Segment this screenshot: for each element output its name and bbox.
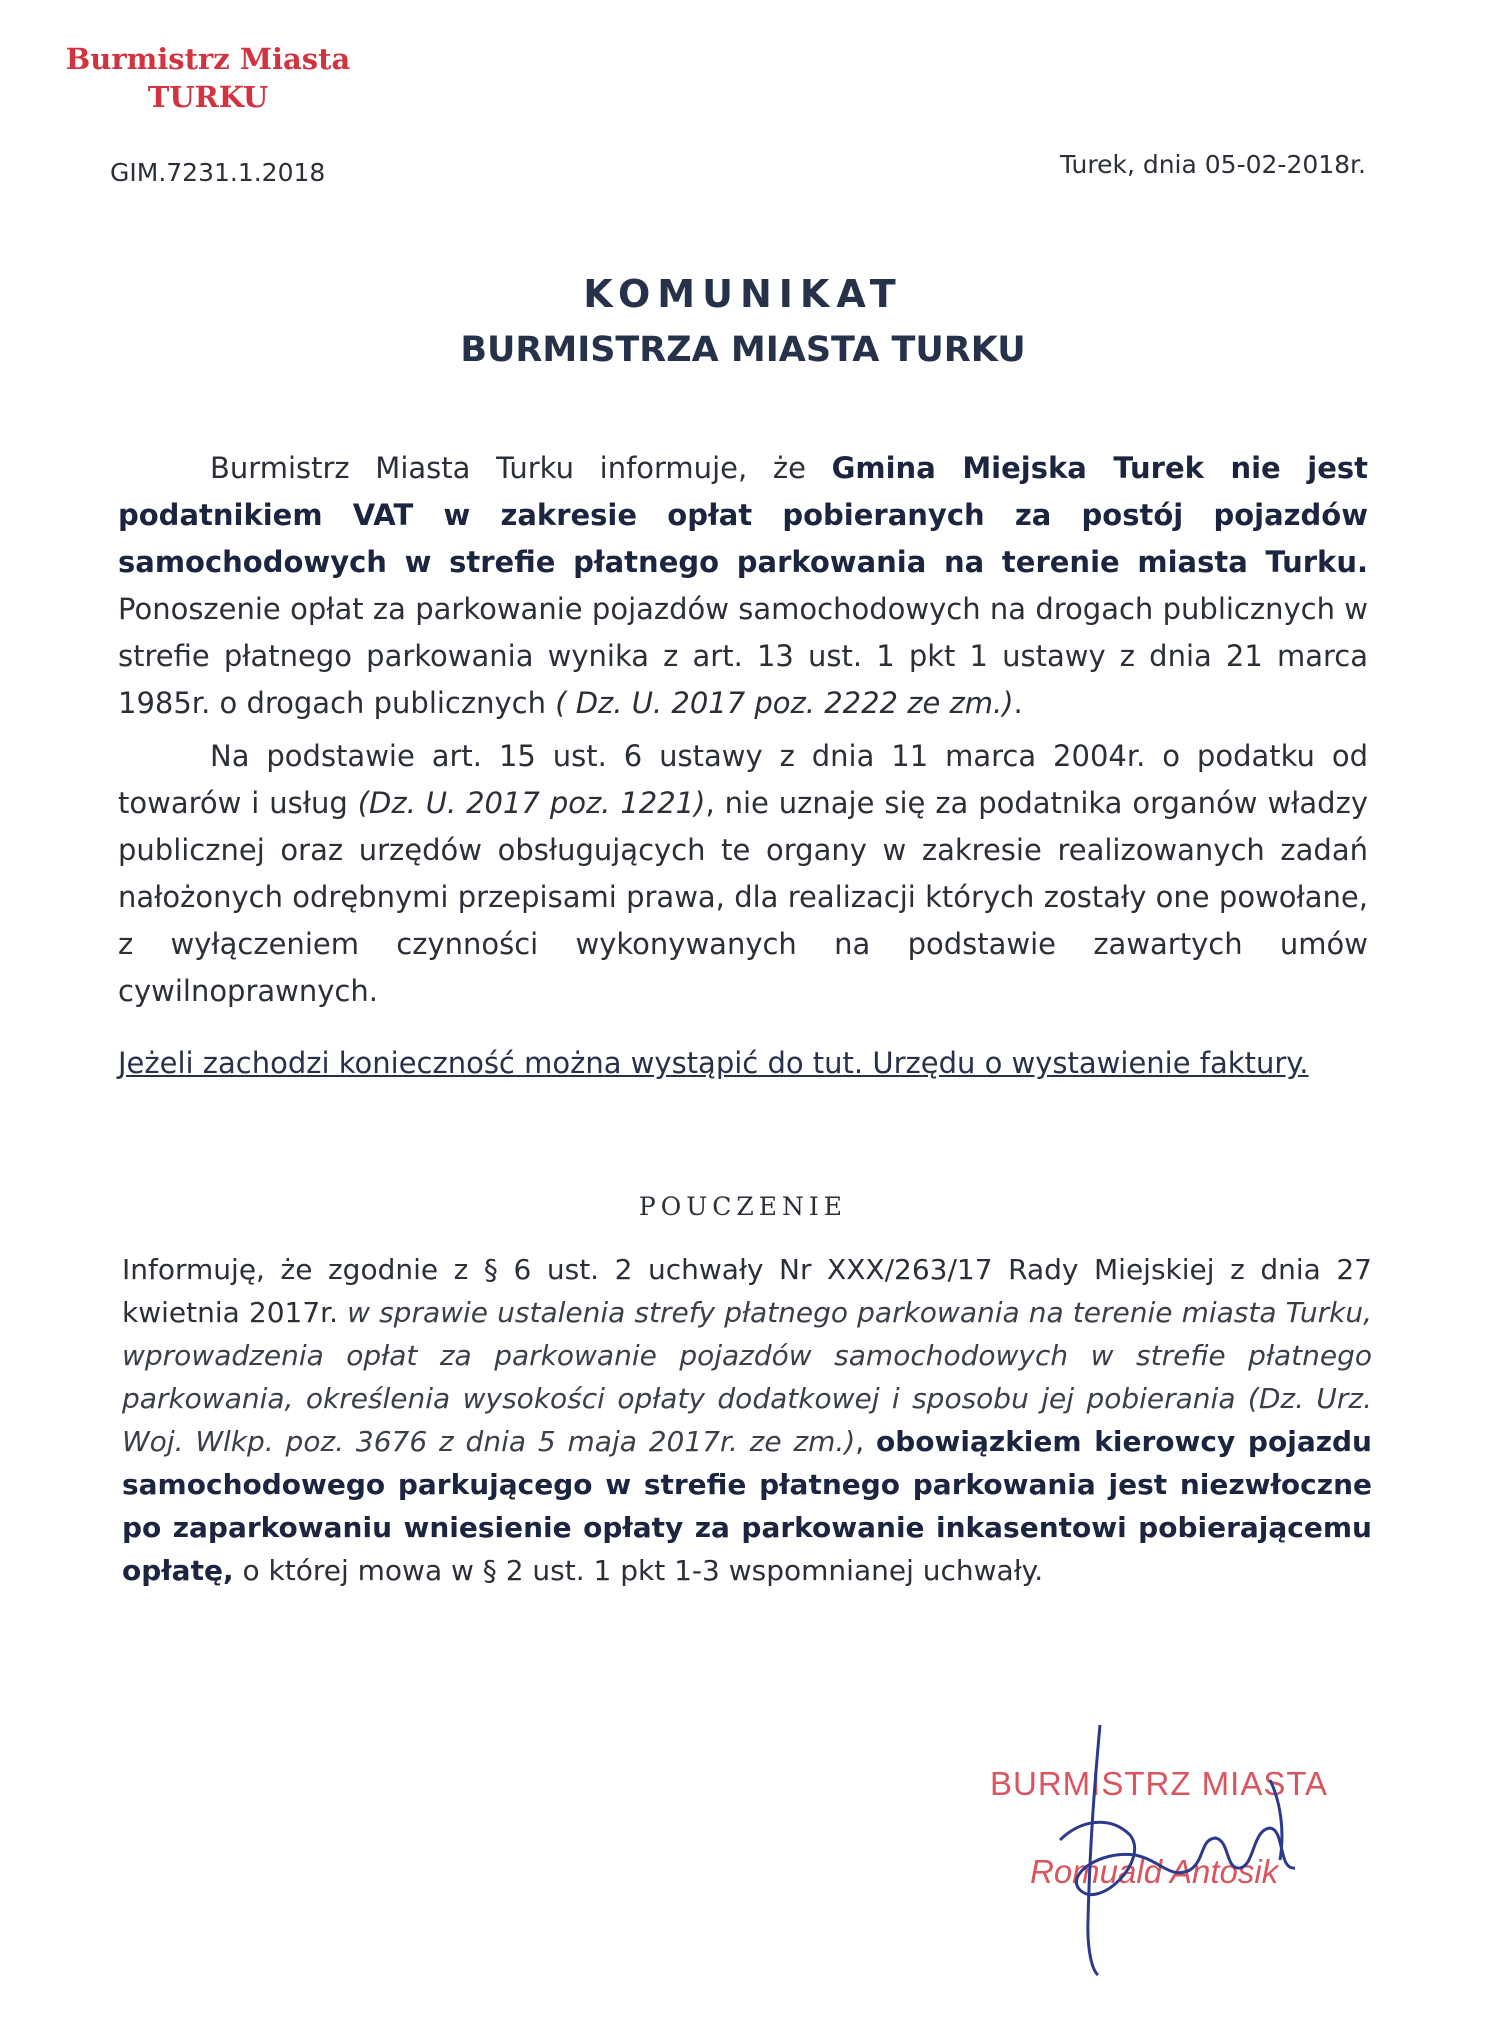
paragraph-1 — [118, 445, 1368, 727]
p2-intro: Na podstawie art. 15 ust. 6 ustawy z dnia 11 marca 2004r. o podatku od towarów i usług — [118, 739, 1368, 820]
p2-rest: , nie uznaje się za podatnika organów władzy publicznej oraz urzędów obsługujących te organy w zakresie realizowanych zadań nałożonych odrębnymi przepisami prawa, dla realizacji których zostały one powołane, z wyłączeniem czynności wykonywanych na podstawie zawartych umów cywilnoprawnych. — [118, 786, 1368, 1008]
p1-end: . — [1013, 686, 1023, 720]
p1-citation: ( Dz. U. 2017 poz. 2222 ze zm.) — [555, 686, 1014, 720]
pouczenie-heading: POUCZENIE — [638, 1192, 848, 1221]
title-subtitle: BURMISTRZA MIASTA TURKU — [460, 330, 1026, 370]
pouczenie-intro: Informuję, że zgodnie z § 6 ust. 2 uchwały Nr XXX/263/17 Rady Miejskiej z dnia 27 kwietnia 2017r. — [122, 1253, 1372, 1329]
paragraph-2 — [118, 733, 1368, 1015]
handwritten-signature — [1040, 1720, 1360, 1980]
stamp-line-2: TURKU — [147, 80, 269, 114]
pouczenie-comma: , — [855, 1425, 877, 1458]
pouczenie-bold: obowiązkiem kierowcy pojazdu samochodowego parkującego w strefie płatnego parkowania jest niezwłoczne po zaparkowaniu wniesienie opłaty za parkowanie inkasentowi pobierającemu opłatę, — [122, 1425, 1372, 1587]
p1-rest: Ponoszenie opłat za parkowanie pojazdów samochodowych na drogach publicznych w strefie płatnego parkowania wynika z art. 13 ust. 1 pkt 1 ustawy z dnia 21 marca 1985r. o drogach publicznych — [118, 592, 1368, 720]
document-date: Turek, dnia 05-02-2018r. — [1060, 150, 1366, 179]
reference-number: GIM.7231.1.2018 — [110, 158, 326, 187]
invoice-notice: Jeżeli zachodzi konieczność można wystąpić do tut. Urzędu o wystawienie faktury. — [118, 1046, 1309, 1080]
p1-bold: Gmina Miejska Turek nie jest podatnikiem VAT w zakresie opłat pobieranych za postój pojazdów samochodowych w strefie płatnego parkowania na terenie miasta Turku. — [118, 451, 1368, 579]
p2-citation: (Dz. U. 2017 poz. 1221) — [357, 786, 706, 820]
signature-stamp-title: BURMISTRZ MIASTA — [990, 1765, 1329, 1802]
title-komunikat: KOMUNIKAT — [583, 272, 903, 316]
p1-intro: Burmistrz Miasta Turku informuje, że — [210, 451, 832, 485]
pouczenie-italic: w sprawie ustalenia strefy płatnego parkowania na terenie miasta Turku, wprowadzenia opłat za parkowanie pojazdów samochodowych w strefie płatnego parkowania, określenia wysokości opłaty dodatkowej i sposobu jej pobierania (Dz. Urz. Woj. Wlkp. poz. 3676 z dnia 5 maja 2017r. ze zm.) — [122, 1296, 1373, 1458]
header-stamp — [58, 40, 358, 116]
pouczenie-end: o której mowa w § 2 ust. 1 pkt 1-3 wspomnianej uchwały. — [233, 1554, 1044, 1587]
stamp-line-1: Burmistrz Miasta — [65, 42, 351, 76]
pouczenie-paragraph — [122, 1248, 1372, 1592]
signature-stamp-name: Romuald Antosik — [1030, 1853, 1279, 1890]
